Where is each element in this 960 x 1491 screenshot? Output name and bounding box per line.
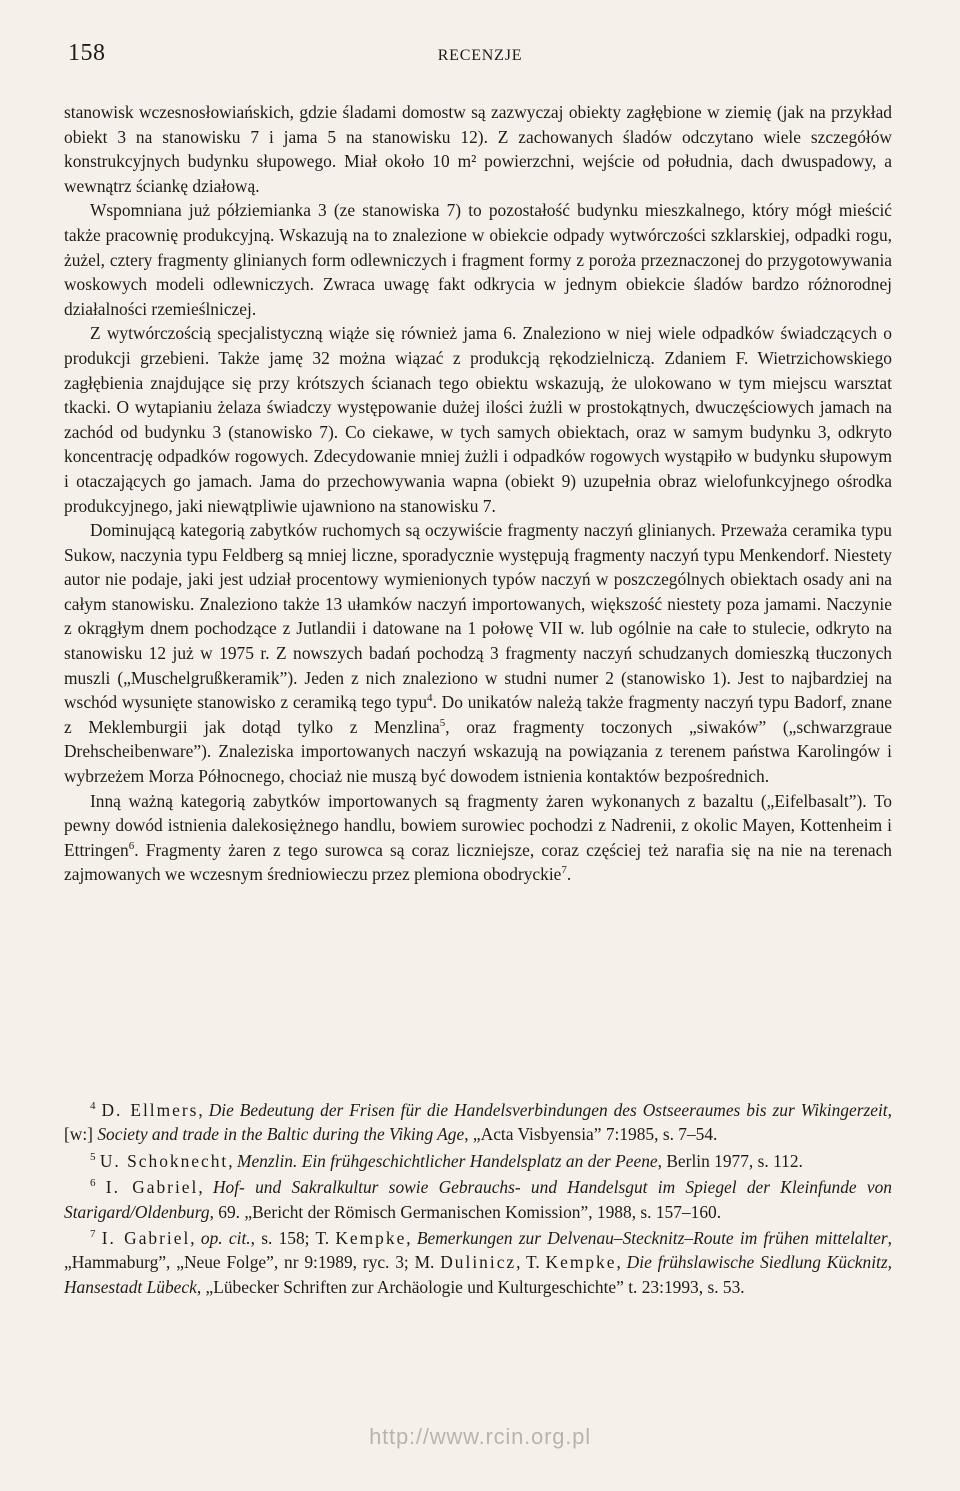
footnote-5: $^5$ U. Schoknecht, Menzlin. Ein frühgeschichtlicher Handelsplatz an der Peene, Berlin 1977, s. 112. bbox=[90, 1150, 803, 1171]
paragraph-4 bbox=[64, 518, 892, 789]
footnote-text-6: , „Lübecker Schriften zur Archäologie und Kulturgeschichte” t. 23:1993, s. 53. bbox=[196, 1276, 745, 1297]
footnote-title: Menzlin. Ein frühgeschichtlicher Handelsplatz an der Peene bbox=[236, 1150, 658, 1171]
footnote-text-5: , bbox=[616, 1252, 627, 1273]
footnote-opcit: op. cit. bbox=[200, 1228, 251, 1249]
footnote-author: I. Gabriel bbox=[101, 1228, 191, 1249]
footnote-text-2: , „Acta Visbyensia” 7:1985, s. 7–54. bbox=[464, 1124, 718, 1145]
main-text bbox=[64, 100, 892, 887]
watermark-url: http://www.rcin.org.pl bbox=[369, 1424, 591, 1449]
footnote-text: , s. 158; T. bbox=[250, 1228, 336, 1249]
footnote-author-2: Kempke bbox=[335, 1228, 407, 1249]
paragraph-4-text-a: Dominującą kategorią zabytków ruchomych są oczywiście fragmenty naczyń glinianych. Przeważa ceramika typu Sukow, naczynia typu Feldberg są mniej liczne, sporadycznie występują fragmenty naczyń typu Menkendorf. Niestety autor nie podaje, jaki jest udział procentowy wymienionych typów naczyń w poszczególnych obiektach osady ani na całym stanowisku. Znaleziono także 13 ułamków naczyń importowanych, większość niestety poza jamami. Naczynie z okrągłym dnem pochodzące z Jutlandii i datowane na 1 połowę VII w. lub ogólnie na całe to stulecie, odkryto na stanowisku 12 już w 1975 r. Z nowszych badań pochodzą 3 fragmenty naczyń schudzanych domieszką tłuczonych muszli („Muschelgrußkeramik”). Jeden z nich znaleziono w studni numer 2 (stanowisko 1). Jest to najbardziej na wschód wysunięte stanowisko z ceramiką tego typu bbox=[64, 520, 892, 713]
footnote-4: $^4$ D. Ellmers, Die Bedeutung der Frisen für die Handelsverbindungen des Ostseeraumes bis zur Wikingerzeit, [w:] Society and trade in the Baltic during the Viking Age, „Acta Visbyensia” 7:1985, s. 7–54. bbox=[64, 1100, 892, 1145]
footnote-number: 4 bbox=[90, 1100, 96, 1113]
footnote-title: Bemerkungen zur Delvenau–Stecknitz–Route im frühen mittelalter bbox=[416, 1228, 888, 1249]
page-header bbox=[68, 38, 892, 72]
paragraph-5 bbox=[64, 789, 892, 887]
footnotes bbox=[64, 1098, 892, 1301]
running-title: RECENZJE bbox=[437, 47, 523, 64]
footnote-title-2: Die frühslawische Siedlung Kücknitz, Hansestadt Lübeck bbox=[64, 1252, 892, 1297]
footnote-number: 7 bbox=[90, 1228, 96, 1241]
footnote-ref-7: 7 bbox=[561, 864, 567, 877]
footnote-ref-6: 6 bbox=[128, 840, 135, 853]
page-number: 158 bbox=[68, 40, 106, 66]
footnote-title: Die Bedeutung der Frisen für die Handelsverbindungen des Ostseeraumes bis zur Wikingerzeit bbox=[208, 1100, 888, 1120]
paragraph-4-text-b: . Do unikatów należą także fragmenty naczyń typu Badorf, znane z Meklemburgii jak dotąd tylko z Menzlina bbox=[64, 692, 892, 737]
paragraph-4-text-c: , oraz fragmenty toczonych „siwaków” („schwarzgraue Drehscheibenware”). Znaleziska importowanych naczyń wskazują na powiązania z terenem państwa Karolingów i wybrzeżem Morza Północnego, chociaż nie muszą być dowodem istnienia kontaktów bezpośrednich. bbox=[64, 716, 892, 787]
footnote-author-4: Kempke bbox=[545, 1252, 617, 1273]
footnote-text: , Berlin 1977, s. 112. bbox=[657, 1150, 803, 1171]
footnote-7: $^7$ I. Gabriel, op. cit., s. 158; T. Kempke, Bemerkungen zur Delvenau–Stecknitz–Route im frühen mittelalter, „Hammaburg”, „Neue Folge”, nr 9:1989, ryc. 3; M. Dulinicz, T. Kempke, Die frühslawische Siedlung Kücknitz, Hansestadt Lübeck, „Lübecker Schriften zur Archäologie und Kulturgeschichte” t. 23:1993, s. 53. bbox=[64, 1228, 892, 1297]
footnote-ref-4: 4 bbox=[427, 692, 433, 705]
footnote-author: U. Schoknecht bbox=[99, 1150, 229, 1171]
footnote-text-4: , T. bbox=[516, 1252, 546, 1273]
paragraph-5-text-c: . bbox=[566, 864, 572, 885]
footnote-author: D. Ellmers bbox=[101, 1100, 199, 1120]
paragraph-5-text-b: . Fragmenty żaren z tego surowca są coraz liczniejsze, coraz częściej też narafia się na nie na terenach zajmowanych we wczesnym średniowieczu przez plemiona obodryckie bbox=[64, 839, 892, 885]
footnote-text: , 69. „Bericht der Römisch Germanischen Komission”, 1988, s. 157–160. bbox=[209, 1201, 722, 1222]
footnote-text-3: , „Hammaburg”, „Neue Folge”, nr 9:1989, ryc. 3; M. bbox=[64, 1228, 892, 1273]
footnote-6: $^6$ I. Gabriel, Hof- und Sakralkultur sowie Gebrauchs- und Handelsgut im Spiegel der Kleinfunde von Starigard/Oldenburg, 69. „Bericht der Römisch Germanischen Komission”, 1988, s. 157–160. bbox=[64, 1177, 893, 1222]
footnote-number: 6 bbox=[90, 1177, 96, 1190]
footnote-ref-5: 5 bbox=[439, 717, 446, 730]
paragraph-2: Wspomniana już półziemianka 3 (ze stanowiska 7) to pozostałość budynku mieszkalnego, który mógł mieścić także pracownię produkcyjną. Wskazują na to znalezione w obiekcie odpady wytwórczości szklarskiej, odpadki rogu, żużel, cztery fragmenty glinianych form odlewniczych i fragment formy z poroża przeznaczonej do przygotowywania woskowych modeli odlewniczych. Zwraca uwagę fakt odkrycia w jednym obiekcie śladów bardzo różnorodnej działalności rzemieślniczej. bbox=[64, 200, 892, 319]
footnote-text-2: , bbox=[406, 1228, 417, 1249]
footnote-author: I. Gabriel bbox=[105, 1177, 199, 1198]
footnote-author-3: Dulinicz bbox=[440, 1252, 517, 1273]
footnote-title: Hof- und Sakralkultur sowie Gebrauchs- und Handelsgut im Spiegel der Kleinfunde von Starigard/Oldenburg bbox=[64, 1177, 893, 1222]
footnote-title-2: Society and trade in the Baltic during the Viking Age bbox=[97, 1124, 465, 1145]
footnote-number: 5 bbox=[90, 1151, 96, 1164]
paragraph-5-text-a: Inną ważną kategorią zabytków importowanych są fragmenty żaren wykonanych z bazaltu („Eifelbasalt”). To pewny dowód istnienia dalekosiężnego handlu, bowiem surowiec pochodzi z Nadrenii, z okolic Mayen, Kottenheim i Ettringen bbox=[64, 790, 892, 860]
footnote-text: , [w:] bbox=[64, 1100, 892, 1145]
paragraph-1: stanowisk wczesnosłowiańskich, gdzie śladami domostw są zazwyczaj obiekty zagłębione w ziemię (jak na przykład obiekt 3 na stanowisku 7 i jama 5 na stanowisku 12). Z zachowanych śladów odczytano wiele szczegółów konstrukcyjnych budynku słupowego. Miał około 10 m² powierzchni, wejście od południa, dach dwuspadowy, a wewnątrz ściankę działową. bbox=[64, 102, 892, 196]
paragraph-3: Z wytwórczością specjalistyczną wiąże się również jama 6. Znaleziono w niej wiele odpadków świadczących o produkcji grzebieni. Także jamę 32 można wiązać z produkcją rękodzielniczą. Zdaniem F. Wietrzichowskiego zagłębienia znajdujące się przy krótszych ścianach tego obiektu wskazują, że ulokowano w tym miejscu warsztat tkacki. O wytapianiu żelaza świadczy występowanie dużej ilości żużli w prostokątnych, dwuczęściowych jamach na zachód od budynku 3 (stanowisko 7). Co ciekawe, w tych samych obiektach, oraz w samym budynku 3, odkryto koncentrację odpadków rogowych. Zdecydowanie mniej żużli i odpadków rogowych wystąpiło w budynku słupowym i otaczających go jamach. Jama do przechowywania wapna (obiekt 9) uzupełnia obraz wielofunkcyjnego ośrodka produkcyjnego, jaki niewątpliwie ujawniono na stanowisku 7. bbox=[64, 323, 892, 516]
